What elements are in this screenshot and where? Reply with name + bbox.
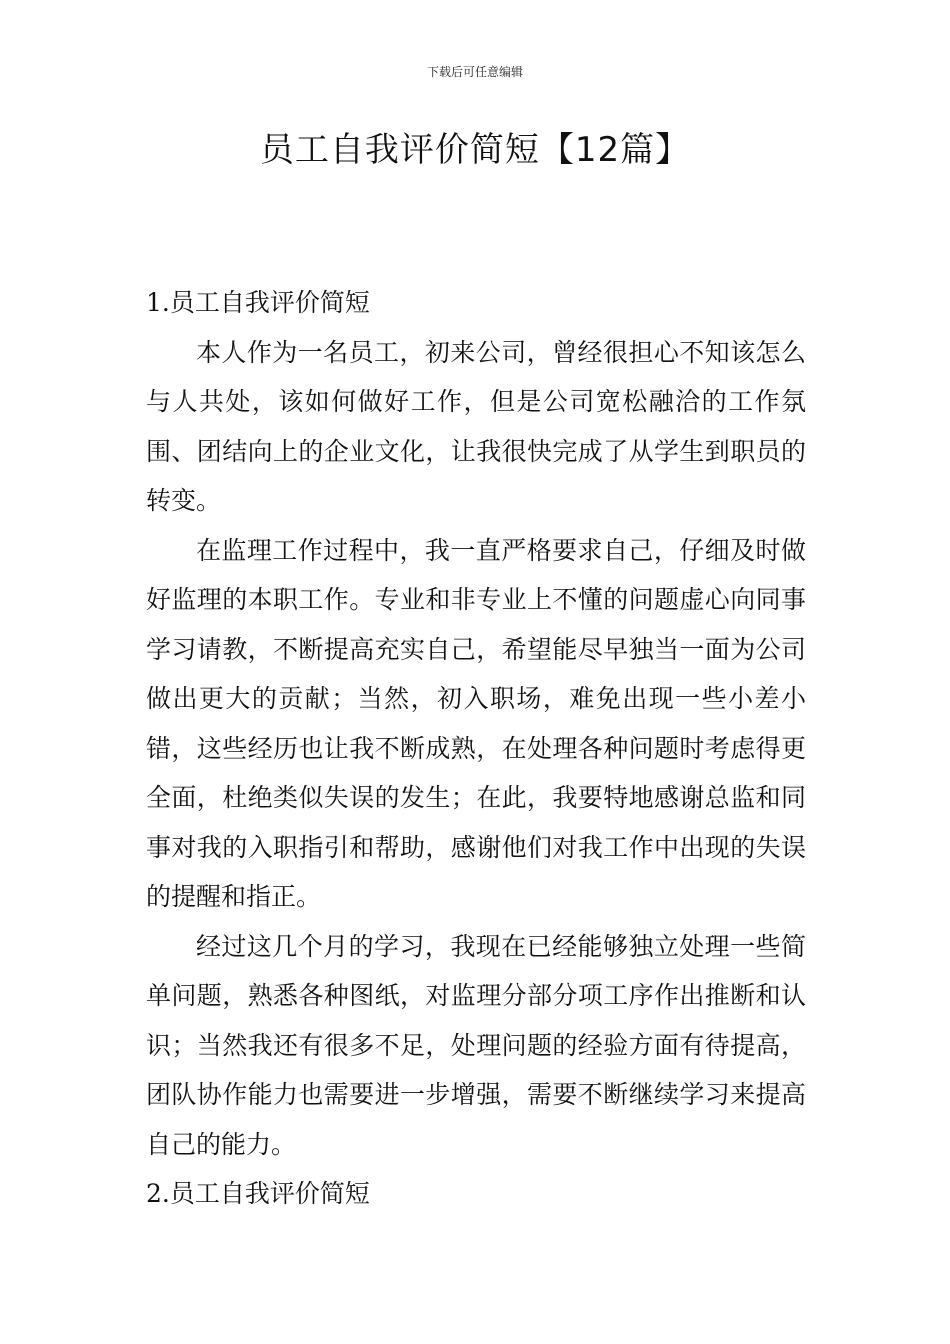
header-note: 下载后可任意编辑	[426, 65, 523, 79]
document-title: 员工自我评价简短【12篇】	[259, 130, 691, 170]
document-body	[146, 278, 806, 1219]
paragraph-1: 本人作为一名员工，初来公司，曾经很担心不知该怎么与人共处，该如何做好工作，但是公司宽松融洽的工作氛围、团结向上的企业文化，让我很快完成了从学生到职员的转变。	[146, 337, 806, 515]
section-heading-2: 2.员工自我评价简短	[146, 1179, 370, 1208]
paragraph-2: 在监理工作过程中，我一直严格要求自己，仔细及时做好监理的本职工作。专业和非专业上不懂的问题虚心向同事学习请教，不断提高充实自己，希望能尽早独当一面为公司做出更大的贡献；当然，初入职场，难免出现一些小差小错，这些经历也让我不断成熟，在处理各种问题时考虑得更全面，杜绝类似失误的发生；在此，我要特地感谢总监和同事对我的入职指引和帮助，感谢他们对我工作中出现的失误的提醒和指正。	[146, 535, 806, 911]
section-heading-1: 1.员工自我评价简短	[146, 288, 370, 317]
paragraph-3: 经过这几个月的学习，我现在已经能够独立处理一些简单问题，熟悉各种图纸，对监理分部分项工序作出推断和认识；当然我还有很多不足，处理问题的经验方面有待提高，团队协作能力也需要进一步增强，需要不断继续学习来提高自己的能力。	[146, 931, 806, 1159]
